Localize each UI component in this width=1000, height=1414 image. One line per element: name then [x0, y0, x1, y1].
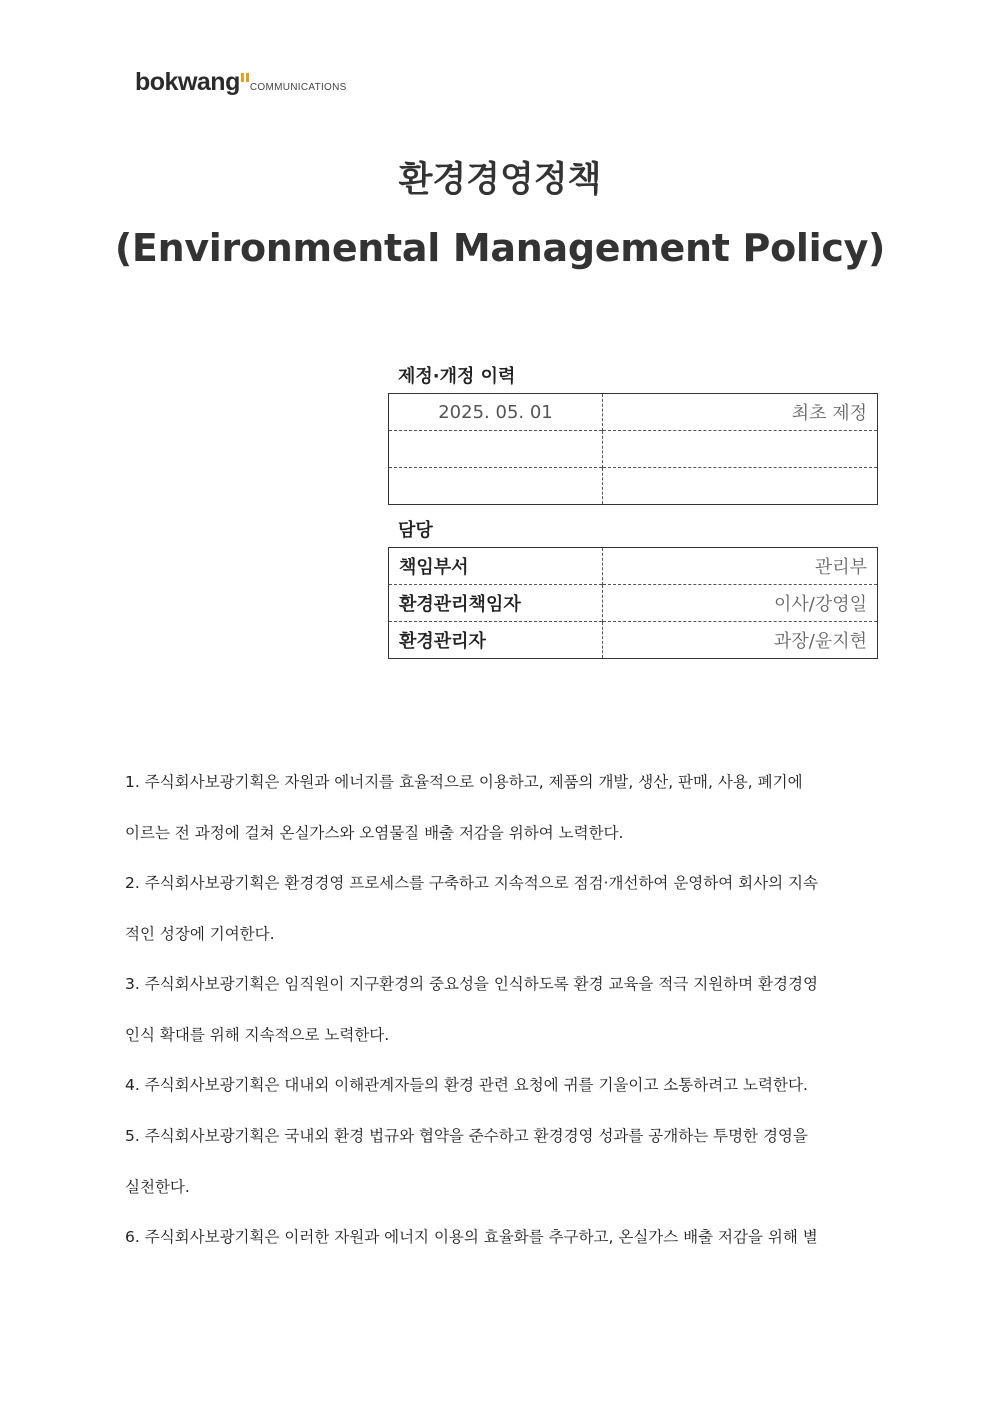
responsibility-table — [388, 547, 878, 659]
policy-line: 5. 주식회사보광기획은 국내외 환경 법규와 협약을 준수하고 환경경영 성과를 공개하는 투명한 경영을 — [125, 1127, 808, 1145]
assignee-cell: 이사/강영일 — [603, 585, 878, 622]
revision-note-cell — [603, 468, 878, 505]
role-cell: 환경관리책임자 — [389, 585, 603, 622]
policy-line: 인식 확대를 위해 지속적으로 노력한다. — [125, 1026, 390, 1044]
table-row — [389, 431, 878, 468]
policy-line: 4. 주식회사보광기획은 대내외 이해관계자들의 환경 관련 요청에 귀를 기울이고 소통하려고 노력한다. — [125, 1076, 808, 1094]
revision-date-cell: 2025. 05. 01 — [389, 394, 603, 431]
policy-line: 1. 주식회사보광기획은 자원과 에너지를 효율적으로 이용하고, 제품의 개발, 생산, 판매, 사용, 폐기에 — [125, 773, 803, 791]
logo-subtitle: COMMUNICATIONS — [249, 82, 347, 93]
revision-history-table — [388, 393, 878, 505]
logo-bars-icon — [241, 73, 249, 82]
policy-line: 2. 주식회사보광기획은 환경경영 프로세스를 구축하고 지속적으로 점검·개선하여 운영하여 회사의 지속 — [125, 874, 818, 892]
policy-line: 6. 주식회사보광기획은 이러한 자원과 에너지 이용의 효율화를 추구하고, 온실가스 배출 저감을 위해 별 — [125, 1228, 818, 1246]
table-row — [389, 548, 878, 585]
table-row — [389, 394, 878, 431]
table-row — [389, 585, 878, 622]
role-cell: 환경관리자 — [389, 622, 603, 659]
policy-line: 이르는 전 과정에 걸쳐 온실가스와 오염물질 배출 저감을 위하여 노력한다. — [125, 824, 624, 842]
revision-date-cell — [389, 468, 603, 505]
table-row — [389, 622, 878, 659]
document-title-english: (Environmental Management Policy) — [114, 226, 886, 270]
responsibility-label: 담당 — [398, 520, 433, 541]
logo-wordmark: bokwang — [135, 68, 240, 96]
revision-history-label: 제정·개정 이력 — [398, 366, 516, 387]
document-title-korean: 환경경영정책 — [398, 160, 602, 200]
policy-line: 실천한다. — [125, 1178, 190, 1196]
policy-line: 3. 주식회사보광기획은 임직원이 지구환경의 중요성을 인식하도록 환경 교육을 적극 지원하며 환경경영 — [125, 975, 818, 993]
assignee-cell: 과장/윤지현 — [603, 622, 878, 659]
table-row — [389, 468, 878, 505]
role-cell: 책임부서 — [389, 548, 603, 585]
revision-date-cell — [389, 431, 603, 468]
policy-line: 적인 성장에 기여한다. — [125, 925, 275, 943]
revision-note-cell: 최초 제정 — [791, 403, 867, 424]
company-logo — [135, 70, 347, 95]
revision-note-cell — [603, 431, 878, 468]
assignee-cell: 관리부 — [814, 557, 867, 578]
